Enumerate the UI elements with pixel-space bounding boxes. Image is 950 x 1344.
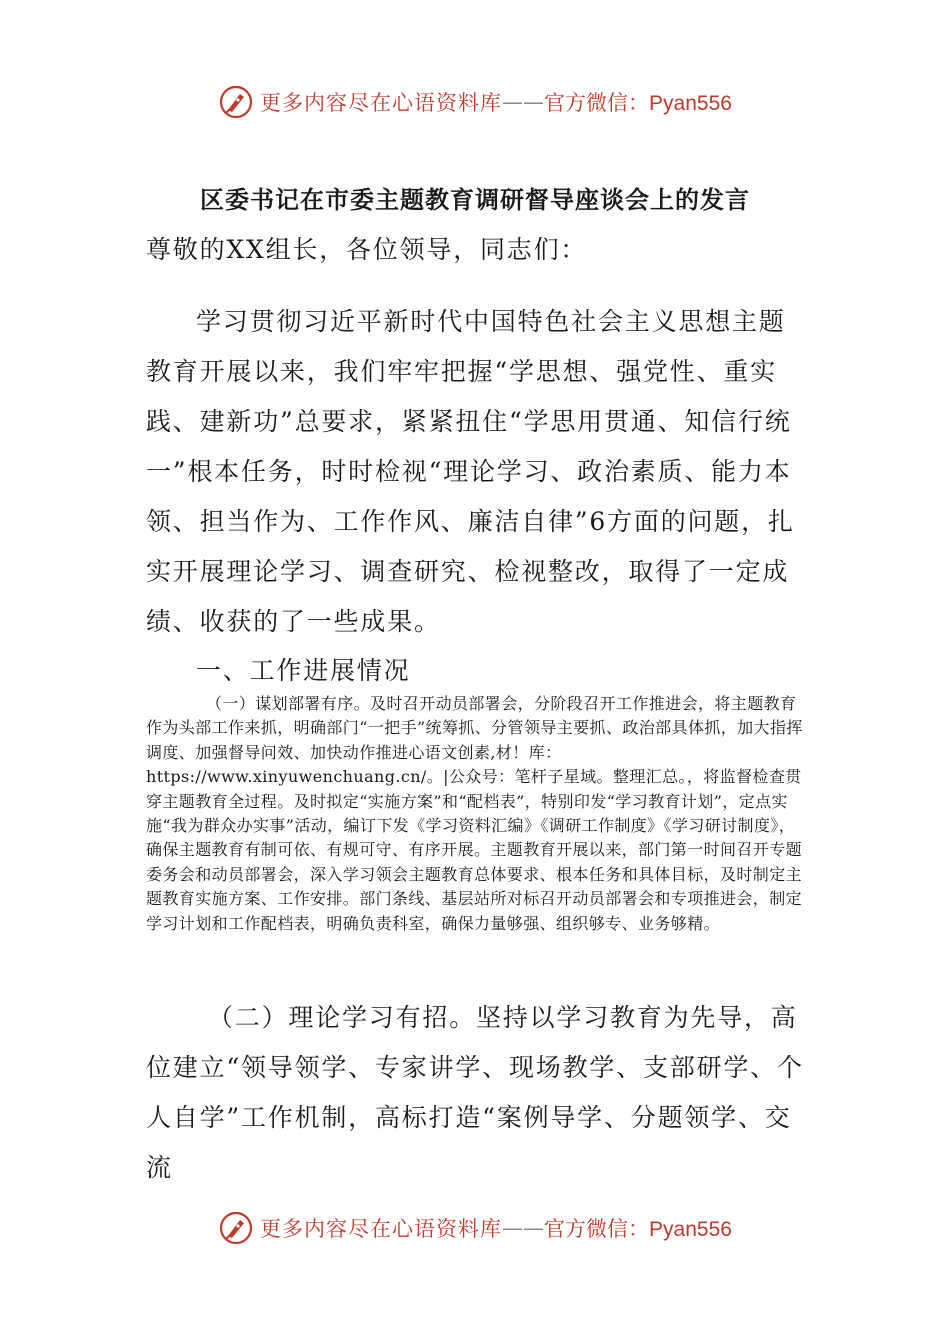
paragraph-section-1-2: （二）理论学习有招。坚持以学习教育为先导，高位建立“领导领学、专家讲学、现场教学、支部研学、个人自学”工作机制，高标打造“案例导学、分题领学、交流 <box>146 1003 804 1182</box>
pen-nib-logo-icon <box>218 1210 254 1246</box>
footer-banner <box>0 1208 950 1248</box>
section-heading: 一、工作进展情况 <box>196 656 411 685</box>
banner-separator: —— <box>502 1216 545 1240</box>
header-banner <box>0 82 950 122</box>
banner-separator: —— <box>502 90 545 114</box>
paragraph-intro: 学习贯彻习近平新时代中国特色社会主义思想主题教育开展以来，我们牢牢把握“学思想、强党性、重实践、建新功”总要求，紧紧扭住“学思用贯通、知信行统一”根本任务，时时检视“理论学习、政治素质、能力本领、担当作为、工作作风、廉洁自律”6方面的问题，扎实开展理论学习、调查研究、检视整改，取得了一定成绩、收获的了一些成果。 <box>146 307 795 636</box>
banner-text: 更多内容尽在心语资料库 <box>260 91 503 115</box>
document-title: 区委书记在市委主题教育调研督导座谈会上的发言 <box>200 185 750 214</box>
greeting: 尊敬的XX组长，各位领导，同志们： <box>146 235 588 264</box>
banner-wechat: 官方微信：Pyan556 <box>544 92 732 115</box>
banner-text: 更多内容尽在心语资料库 <box>260 1217 503 1241</box>
banner-wechat: 官方微信：Pyan556 <box>544 1218 732 1241</box>
pen-nib-logo-icon <box>218 84 254 120</box>
paragraph-section-1-1: （一）谋划部署有序。及时召开动员部署会，分阶段召开工作推进会，将主题教育作为头部工作来抓，明确部门“一把手”统筹抓、分管领导主要抓、政治部具体抓，加大指挥调度、加强督导问效、加快动作推进心语文创素,材！库：https://www.xinyuwenchuang.cn/。|公众号：笔杆子星域。整理汇总。，将监督检查贯穿主题教育全过程。及时拟定“实施方案”和“配档表”，特别印发“学习教育计划”，定点实施“我为群众办实事”活动，编订下发《学习资料汇编》《调研工作制度》《学习研讨制度》，确保主题教育有制可依、有规可守、有序开展。主题教育开展以来，部门第一时间召开专题委务会和动员部署会，深入学习领会主题教育总体要求、根本任务和具体目标，及时制定主题教育实施方案、工作安排。部门条线、基层站所对标召开动员部署会和专项推进会，制定学习计划和工作配档表，明确负责科室，确保力量够强、组织够专、业务够精。 <box>146 694 803 933</box>
